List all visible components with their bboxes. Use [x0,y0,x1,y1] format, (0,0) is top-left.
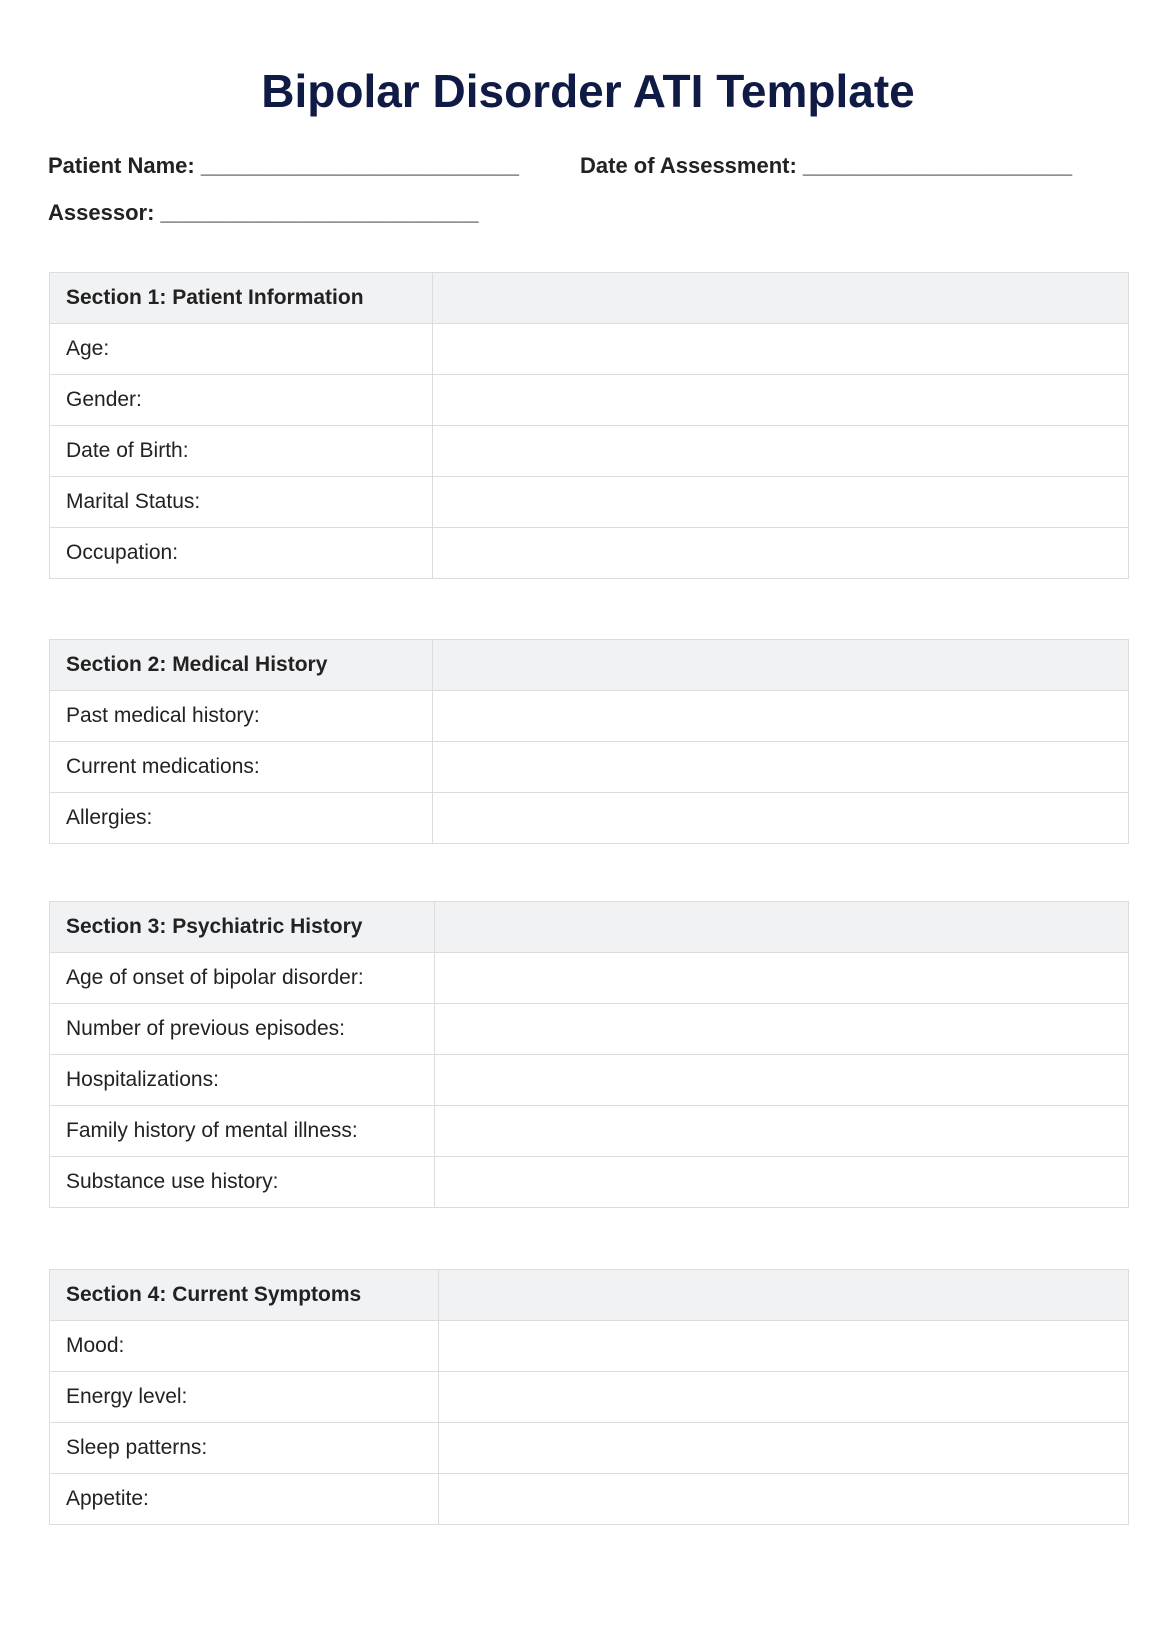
table-row [50,1055,1129,1106]
table-row [50,1423,1129,1474]
row-input-cell[interactable] [433,793,1129,844]
table-row [50,426,1129,477]
row-input-cell[interactable] [435,1055,1129,1106]
row-input-cell[interactable] [433,477,1129,528]
section-2-table [49,639,1129,844]
section-header [50,640,1129,691]
date-of-assessment-field[interactable]: Date of Assessment: ______________________ [580,153,1073,178]
row-input-cell[interactable] [433,426,1129,477]
section-4-table [49,1269,1129,1525]
table-row [50,1157,1129,1208]
row-label: Marital Status: [50,477,433,528]
row-input-cell[interactable] [435,1106,1129,1157]
section-header-blank [433,273,1129,324]
row-label: Energy level: [50,1372,439,1423]
row-label: Occupation: [50,528,433,579]
row-label: Substance use history: [50,1157,435,1208]
section-title: Section 4: Current Symptoms [50,1270,439,1321]
section-header-blank [433,640,1129,691]
row-label: Age: [50,324,433,375]
page-title: Bipolar Disorder ATI Template [261,65,915,117]
section-header [50,902,1129,953]
table-row [50,953,1129,1004]
section-1-table [49,272,1129,579]
row-input-cell[interactable] [439,1423,1129,1474]
section-header [50,273,1129,324]
row-label: Date of Birth: [50,426,433,477]
row-label: Past medical history: [50,691,433,742]
table-row [50,1372,1129,1423]
section-header-blank [435,902,1129,953]
table-row [50,1004,1129,1055]
row-input-cell[interactable] [439,1474,1129,1525]
row-input-cell[interactable] [435,953,1129,1004]
row-label: Allergies: [50,793,433,844]
row-label: Gender: [50,375,433,426]
table-row [50,477,1129,528]
section-header [50,1270,1129,1321]
table-row [50,793,1129,844]
patient-name-field[interactable]: Patient Name: __________________________ [48,153,519,178]
row-input-cell[interactable] [435,1157,1129,1208]
section-title: Section 1: Patient Information [50,273,433,324]
table-row [50,375,1129,426]
row-label: Age of onset of bipolar disorder: [50,953,435,1004]
row-input-cell[interactable] [433,375,1129,426]
row-input-cell[interactable] [433,528,1129,579]
table-row [50,528,1129,579]
row-input-cell[interactable] [433,324,1129,375]
section-title: Section 2: Medical History [50,640,433,691]
row-label: Mood: [50,1321,439,1372]
table-row [50,1106,1129,1157]
row-input-cell[interactable] [433,691,1129,742]
section-header-blank [439,1270,1129,1321]
table-row [50,742,1129,793]
section-3-table [49,901,1129,1208]
row-label: Current medications: [50,742,433,793]
assessor-field[interactable]: Assessor: __________________________ [48,200,479,225]
row-input-cell[interactable] [439,1321,1129,1372]
row-label: Sleep patterns: [50,1423,439,1474]
row-label: Number of previous episodes: [50,1004,435,1055]
row-input-cell[interactable] [439,1372,1129,1423]
row-input-cell[interactable] [433,742,1129,793]
table-row [50,1321,1129,1372]
table-row [50,324,1129,375]
row-label: Hospitalizations: [50,1055,435,1106]
table-row [50,1474,1129,1525]
table-row [50,691,1129,742]
row-input-cell[interactable] [435,1004,1129,1055]
row-label: Family history of mental illness: [50,1106,435,1157]
row-label: Appetite: [50,1474,439,1525]
section-title: Section 3: Psychiatric History [50,902,435,953]
